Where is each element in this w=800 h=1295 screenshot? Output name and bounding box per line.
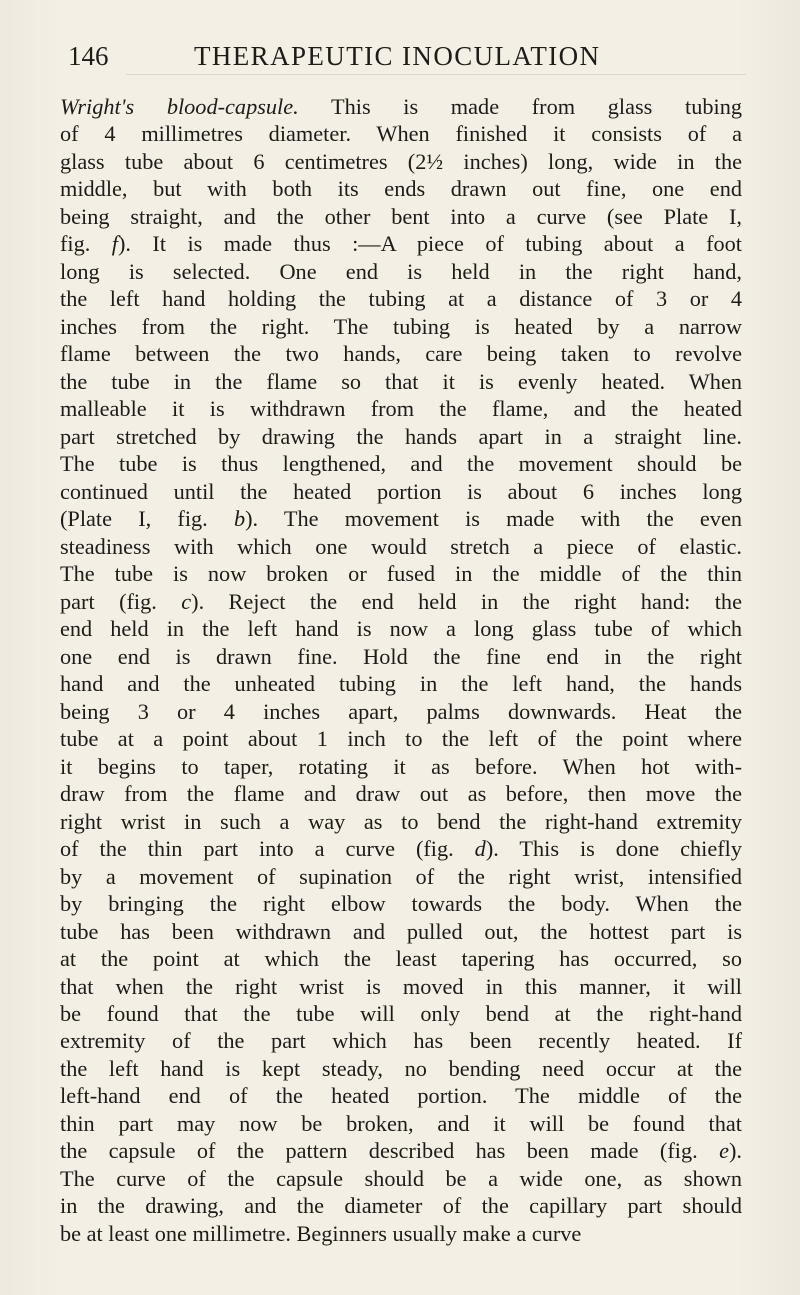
text-line bbox=[60, 973, 742, 1000]
text-line bbox=[60, 835, 742, 862]
text-segment: ). bbox=[729, 1138, 742, 1164]
text-line bbox=[60, 1192, 742, 1219]
text-segment: The tube is now broken or fused in the middle of the thin bbox=[60, 561, 742, 587]
text-segment: be at least one millimetre. Beginners usually make a curve bbox=[60, 1220, 582, 1246]
text-segment: in the drawing, and the diameter of the capillary part should bbox=[60, 1193, 742, 1219]
italic-text-segment: d bbox=[474, 836, 486, 862]
text-segment: the capsule of the pattern described has been made (fig. bbox=[60, 1138, 720, 1164]
italic-text-segment: b bbox=[233, 506, 246, 532]
text-segment: by a movement of supination of the right wrist, intensified bbox=[60, 863, 742, 889]
text-segment: ). This is done chiefly bbox=[485, 836, 743, 862]
text-segment: malleable it is withdrawn from the flame, and the heated bbox=[60, 396, 742, 422]
text-segment: right wrist in such a way as to bend the right-hand extremity bbox=[60, 808, 742, 834]
text-segment: extremity of the part which has been recently heated. If bbox=[60, 1028, 742, 1054]
text-line bbox=[60, 450, 742, 477]
text-segment: middle, but with both its ends drawn out fine, one end bbox=[60, 176, 742, 202]
text-line bbox=[60, 1110, 742, 1137]
text-line bbox=[60, 258, 742, 285]
text-segment: The curve of the capsule should be a wide one, as shown bbox=[60, 1165, 742, 1191]
text-line bbox=[60, 533, 742, 560]
text-line bbox=[60, 285, 742, 312]
text-segment: tube at a point about 1 inch to the left of the point where bbox=[60, 726, 742, 752]
text-segment: of the thin part into a curve (fig. bbox=[60, 836, 475, 862]
text-segment: part (fig. bbox=[60, 588, 182, 614]
text-line bbox=[60, 1082, 742, 1109]
text-line bbox=[60, 918, 742, 945]
running-title: THERAPEUTIC INOCULATION bbox=[194, 41, 601, 71]
text-line bbox=[60, 313, 742, 340]
text-segment: The tube is thus lengthened, and the movement should be bbox=[60, 451, 742, 477]
text-segment: ). Reject the end held in the right hand: the bbox=[191, 588, 742, 614]
text-segment: by bringing the right elbow towards the body. When the bbox=[60, 891, 742, 917]
text-segment: ). The movement is made with the even bbox=[245, 506, 742, 532]
text-segment: draw from the flame and draw out as before, then move the bbox=[60, 781, 742, 807]
text-line bbox=[60, 148, 742, 175]
text-line bbox=[60, 368, 742, 395]
text-line bbox=[60, 478, 742, 505]
text-segment: that when the right wrist is moved in this manner, it will bbox=[60, 973, 742, 999]
text-segment: one end is drawn fine. Hold the fine end in the right bbox=[60, 643, 742, 669]
text-segment: This is made from glass tubing bbox=[298, 94, 742, 119]
text-line bbox=[60, 203, 742, 230]
text-line bbox=[60, 1137, 742, 1164]
text-segment: inches from the right. The tubing is heated by a narrow bbox=[60, 313, 742, 339]
text-line bbox=[60, 753, 742, 780]
text-line bbox=[60, 340, 742, 367]
text-segment: (Plate I, fig. bbox=[60, 506, 234, 532]
text-segment: at the point at which the least tapering has occurred, so bbox=[60, 946, 742, 972]
text-line bbox=[60, 698, 742, 725]
text-line bbox=[60, 1027, 742, 1054]
text-segment: glass tube about 6 centimetres (2½ inches) long, wide in the bbox=[60, 148, 742, 174]
text-line bbox=[60, 863, 742, 890]
text-segment: part stretched by drawing the hands apart in a straight line. bbox=[60, 423, 742, 449]
text-segment: steadiness with which one would stretch a piece of elastic. bbox=[60, 533, 742, 559]
text-line bbox=[60, 890, 742, 917]
text-line bbox=[60, 93, 742, 120]
italic-text-segment: c bbox=[181, 588, 192, 614]
text-line bbox=[60, 588, 742, 615]
text-line bbox=[60, 643, 742, 670]
text-segment: thin part may now be broken, and it will be found that bbox=[60, 1110, 742, 1136]
text-line bbox=[60, 1220, 742, 1247]
italic-text-segment: e bbox=[719, 1138, 729, 1164]
text-line bbox=[60, 808, 742, 835]
text-line bbox=[60, 945, 742, 972]
header-rule bbox=[126, 74, 746, 75]
text-line bbox=[60, 670, 742, 697]
running-head bbox=[68, 40, 738, 72]
text-segment: tube has been withdrawn and pulled out, the hottest part is bbox=[60, 918, 742, 944]
text-line bbox=[60, 615, 742, 642]
text-segment: ). It is made thus :—A piece of tubing about a foot bbox=[117, 231, 742, 257]
text-segment: left-hand end of the heated portion. The middle of the bbox=[60, 1083, 742, 1109]
text-line bbox=[60, 505, 742, 532]
page-number: 146 bbox=[68, 41, 109, 71]
text-line bbox=[60, 175, 742, 202]
text-line bbox=[60, 780, 742, 807]
italic-text-segment: Wright's blood-capsule. bbox=[60, 94, 299, 119]
text-segment: it begins to taper, rotating it as before. When hot with- bbox=[60, 753, 742, 779]
text-segment: long is selected. One end is held in the right hand, bbox=[60, 258, 742, 284]
text-segment: flame between the two hands, care being taken to revolve bbox=[60, 341, 742, 367]
text-line bbox=[60, 395, 742, 422]
text-line bbox=[60, 560, 742, 587]
italic-text-segment: f bbox=[111, 231, 118, 257]
text-segment: end held in the left hand is now a long glass tube of which bbox=[60, 616, 742, 642]
text-line bbox=[60, 1055, 742, 1082]
body-text bbox=[60, 93, 742, 1247]
text-segment: being 3 or 4 inches apart, palms downwards. Heat the bbox=[60, 698, 742, 724]
text-line bbox=[60, 423, 742, 450]
text-line bbox=[60, 1000, 742, 1027]
text-line bbox=[60, 1165, 742, 1192]
text-line bbox=[60, 230, 742, 257]
text-segment: fig. bbox=[60, 231, 112, 257]
text-line bbox=[60, 725, 742, 752]
text-segment: the left hand is kept steady, no bending need occur at the bbox=[60, 1055, 742, 1081]
text-segment: of 4 millimetres diameter. When finished it consists of a bbox=[60, 121, 742, 147]
text-segment: continued until the heated portion is about 6 inches long bbox=[60, 478, 742, 504]
text-segment: being straight, and the other bent into a curve (see Plate I, bbox=[60, 203, 742, 229]
text-segment: be found that the tube will only bend at the right-hand bbox=[60, 1000, 742, 1026]
text-segment: the tube in the flame so that it is evenly heated. When bbox=[60, 368, 742, 394]
text-segment: hand and the unheated tubing in the left hand, the hands bbox=[60, 671, 742, 697]
text-line bbox=[60, 120, 742, 147]
text-segment: the left hand holding the tubing at a distance of 3 or 4 bbox=[60, 286, 742, 312]
